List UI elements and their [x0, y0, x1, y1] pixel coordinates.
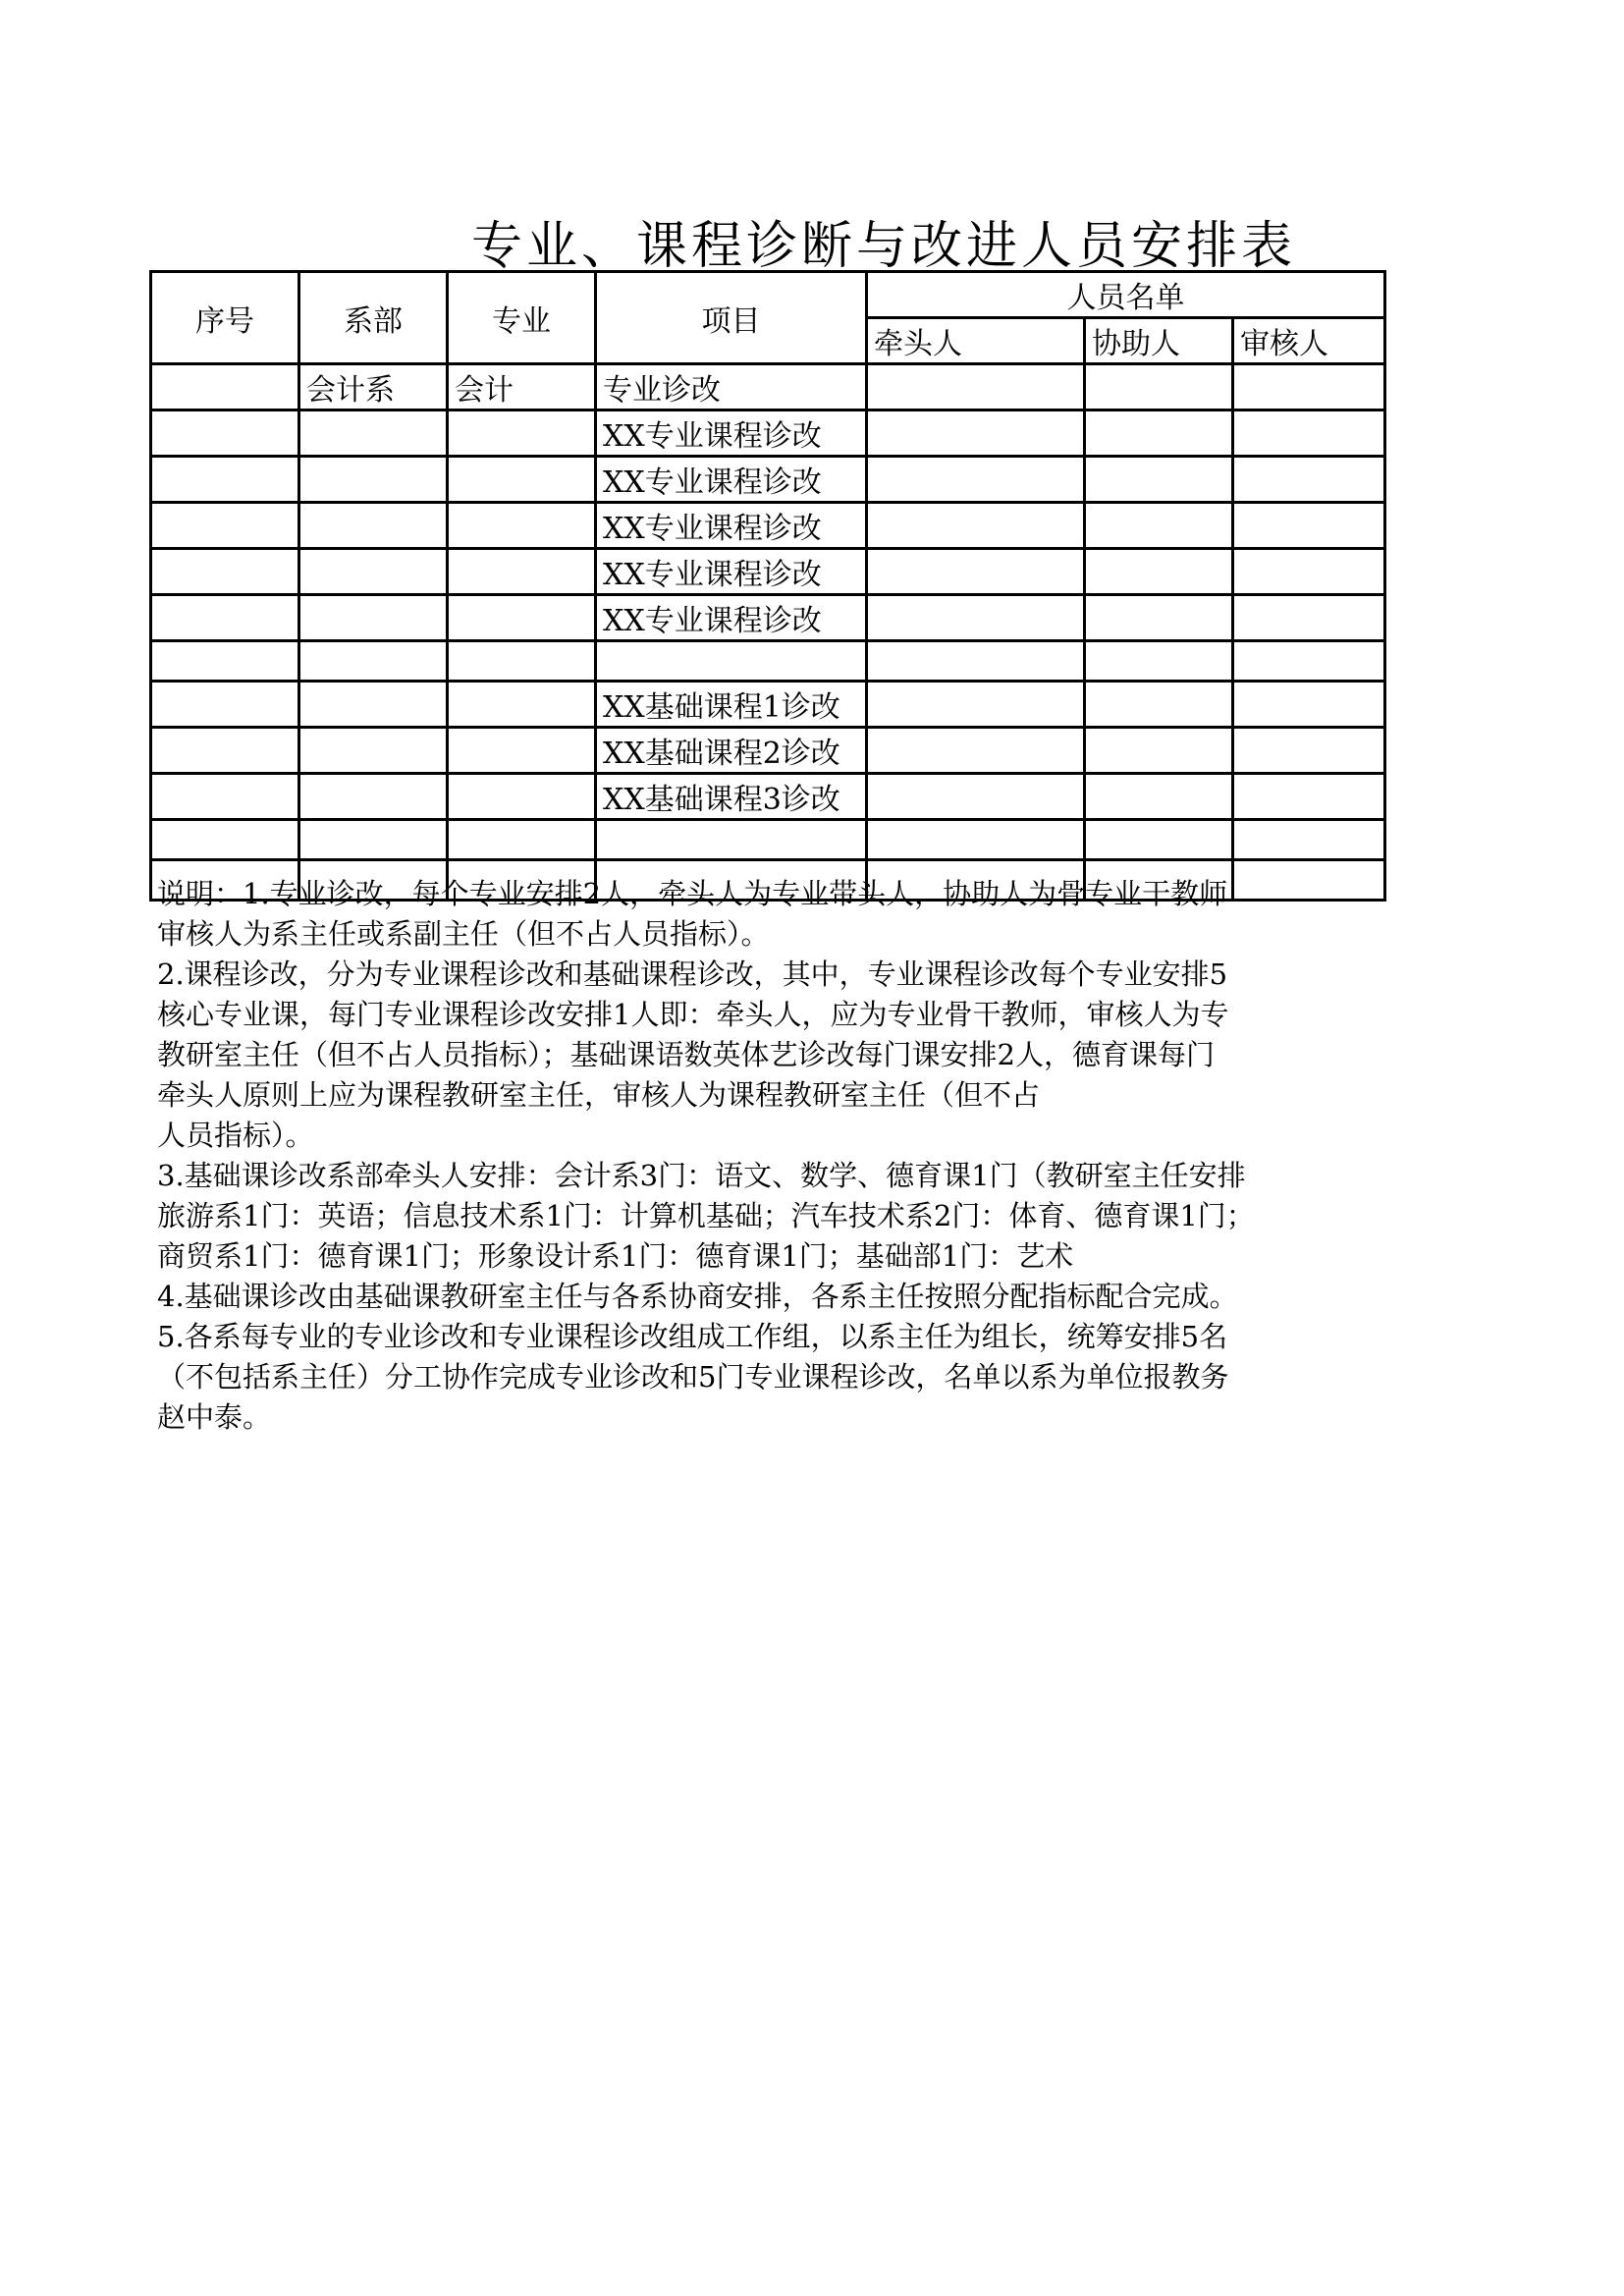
cell-assist — [1085, 549, 1233, 595]
cell-lead — [867, 774, 1085, 820]
cell-lead — [867, 364, 1085, 410]
cell-seq — [151, 728, 299, 774]
cell-major — [448, 820, 596, 860]
cell-major — [448, 503, 596, 549]
cell-item: XX基础课程1诊改 — [596, 682, 867, 728]
header-staff-group: 人员名单 — [867, 272, 1385, 318]
header-major: 专业 — [448, 272, 596, 364]
cell-item: XX基础课程3诊改 — [596, 774, 867, 820]
cell-review — [1233, 595, 1385, 641]
cell-major — [448, 595, 596, 641]
header-lead: 牵头人 — [867, 318, 1085, 364]
cell-review — [1233, 457, 1385, 503]
table-row — [151, 774, 1385, 820]
cell-review — [1233, 682, 1385, 728]
cell-seq — [151, 820, 299, 860]
cell-assist — [1085, 364, 1233, 410]
cell-dept: 会计系 — [299, 364, 448, 410]
header-dept: 系部 — [299, 272, 448, 364]
cell-seq — [151, 774, 299, 820]
cell-item — [596, 641, 867, 682]
cell-dept — [299, 682, 448, 728]
cell-lead — [867, 595, 1085, 641]
note-line: 教研室主任（但不占人员指标）；基础课语数英体艺诊改每门课安排2人，德育课每门 — [157, 1038, 1215, 1071]
table-row — [151, 457, 1385, 503]
cell-major — [448, 682, 596, 728]
cell-dept — [299, 595, 448, 641]
cell-item: XX专业课程诊改 — [596, 549, 867, 595]
cell-dept — [299, 457, 448, 503]
document-title: 专业、课程诊断与改进人员安排表 — [471, 217, 1297, 276]
cell-seq — [151, 503, 299, 549]
table-row — [151, 364, 1385, 410]
cell-review — [1233, 410, 1385, 457]
cell-review — [1233, 820, 1385, 860]
header-assist: 协助人 — [1085, 318, 1233, 364]
cell-seq — [151, 364, 299, 410]
note-line: 旅游系1门：英语；信息技术系1门：计算机基础；汽车技术系2门：体育、德育课1门； — [157, 1199, 1255, 1232]
cell-dept — [299, 820, 448, 860]
note-line: 审核人为系主任或系副主任（但不占人员指标）。 — [157, 917, 770, 951]
cell-seq — [151, 682, 299, 728]
cell-review — [1233, 549, 1385, 595]
cell-item: XX专业课程诊改 — [596, 503, 867, 549]
cell-seq — [151, 595, 299, 641]
table-row — [151, 820, 1385, 860]
cell-assist — [1085, 503, 1233, 549]
header-item: 项目 — [596, 272, 867, 364]
note-line: 核心专业课，每门专业课程诊改安排1人即：牵头人，应为专业骨干教师，审核人为专 — [157, 998, 1229, 1031]
staff-arrangement-table — [149, 270, 1386, 902]
note-line: 3.基础课诊改系部牵头人安排：会计系3门：语文、数学、德育课1门（教研室主任安排 — [157, 1159, 1246, 1192]
cell-lead — [867, 457, 1085, 503]
cell-review — [1233, 641, 1385, 682]
note-line: 2.课程诊改，分为专业课程诊改和基础课程诊改，其中，专业课程诊改每个专业安排5 — [157, 957, 1228, 991]
table-row — [151, 410, 1385, 457]
cell-seq — [151, 457, 299, 503]
cell-assist — [1085, 820, 1233, 860]
cell-assist — [1085, 410, 1233, 457]
cell-lead — [867, 503, 1085, 549]
cell-dept — [299, 641, 448, 682]
cell-dept — [299, 410, 448, 457]
cell-review — [1233, 503, 1385, 549]
cell-assist — [1085, 774, 1233, 820]
cell-item — [596, 820, 867, 860]
cell-assist — [1085, 641, 1233, 682]
cell-lead — [867, 641, 1085, 682]
cell-dept — [299, 728, 448, 774]
cell-review — [1233, 774, 1385, 820]
cell-lead — [867, 682, 1085, 728]
cell-lead — [867, 549, 1085, 595]
note-line: 人员指标）。 — [157, 1119, 314, 1152]
cell-seq — [151, 549, 299, 595]
table-row — [151, 728, 1385, 774]
header-review: 审核人 — [1233, 318, 1385, 364]
cell-dept — [299, 503, 448, 549]
table-row — [151, 503, 1385, 549]
table-row — [151, 641, 1385, 682]
cell-item: XX专业课程诊改 — [596, 410, 867, 457]
header-seq: 序号 — [151, 272, 299, 364]
cell-assist — [1085, 457, 1233, 503]
note-line: 牵头人原则上应为课程教研室主任，审核人为课程教研室主任（但不占 — [157, 1078, 1041, 1112]
note-line: 赵中泰。 — [157, 1400, 272, 1434]
cell-item: 专业诊改 — [596, 364, 867, 410]
cell-review — [1233, 728, 1385, 774]
cell-lead — [867, 820, 1085, 860]
cell-dept — [299, 774, 448, 820]
table-row — [151, 549, 1385, 595]
cell-seq — [151, 641, 299, 682]
cell-item: XX专业课程诊改 — [596, 595, 867, 641]
cell-major — [448, 641, 596, 682]
cell-major: 会计 — [448, 364, 596, 410]
cell-assist — [1085, 682, 1233, 728]
note-line: 说明：1.专业诊改，每个专业安排2人，牵头人为专业带头人，协助人为骨专业干教师 — [157, 877, 1228, 910]
note-line: 5.各系每专业的专业诊改和专业课程诊改组成工作组，以系主任为组长，统筹安排5名 — [157, 1320, 1228, 1353]
cell-lead — [867, 728, 1085, 774]
cell-major — [448, 549, 596, 595]
note-line: （不包括系主任）分工协作完成专业诊改和5门专业课程诊改，名单以系为单位报教务 — [157, 1360, 1229, 1394]
table-row — [151, 595, 1385, 641]
cell-item: XX基础课程2诊改 — [596, 728, 867, 774]
cell-major — [448, 774, 596, 820]
note-line: 商贸系1门：德育课1门；形象设计系1门：德育课1门；基础部1门：艺术 — [157, 1239, 1074, 1273]
cell-major — [448, 457, 596, 503]
note-line: 4.基础课诊改由基础课教研室主任与各系协商安排，各系主任按照分配指标配合完成。 — [157, 1280, 1238, 1313]
cell-lead — [867, 410, 1085, 457]
table-row — [151, 682, 1385, 728]
cell-dept — [299, 549, 448, 595]
notes-section — [157, 874, 1384, 1438]
cell-assist — [1085, 595, 1233, 641]
cell-assist — [1085, 728, 1233, 774]
cell-seq — [151, 410, 299, 457]
cell-review — [1233, 364, 1385, 410]
cell-major — [448, 410, 596, 457]
cell-major — [448, 728, 596, 774]
cell-item: XX专业课程诊改 — [596, 457, 867, 503]
